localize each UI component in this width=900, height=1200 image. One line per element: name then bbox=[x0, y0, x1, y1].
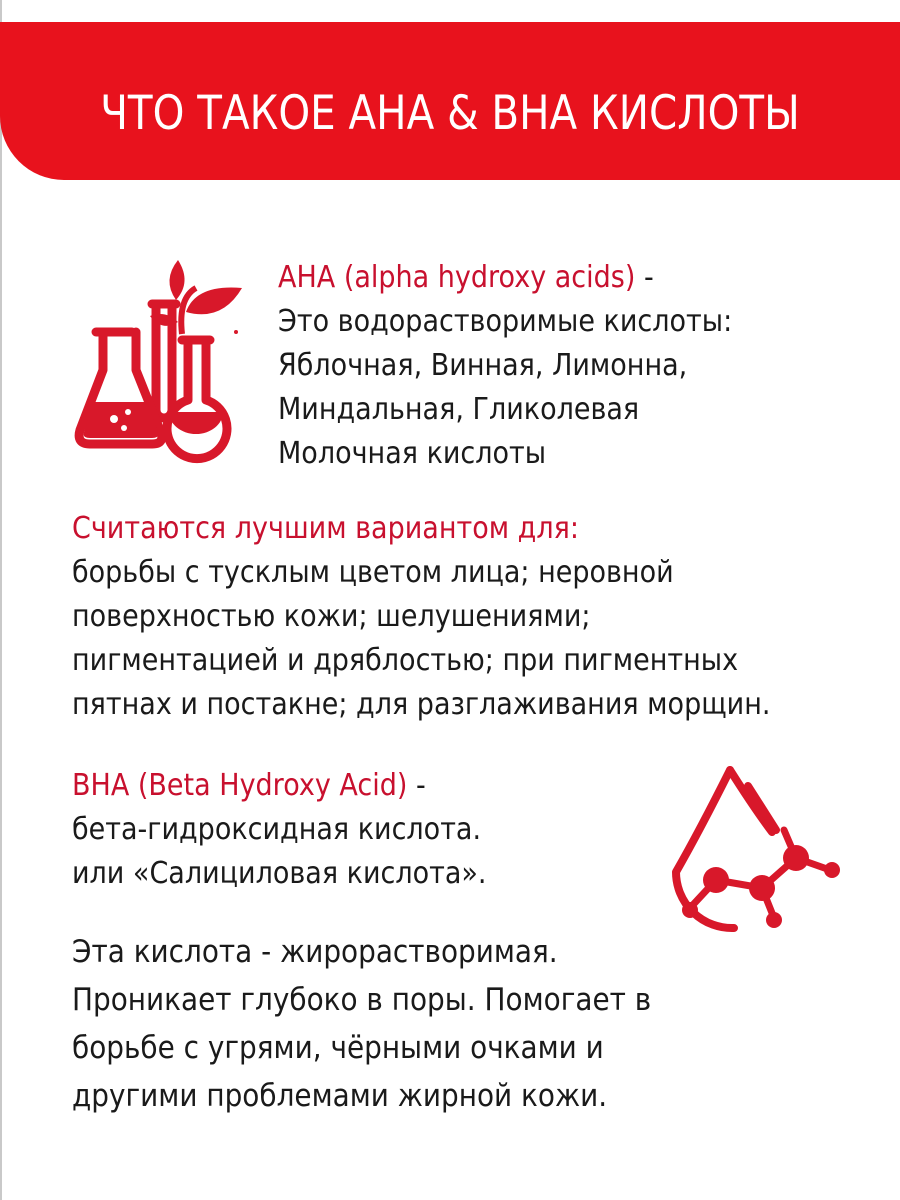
aha-line: Яблочная, Винная, Лимонна, bbox=[278, 348, 688, 383]
description-line: борьбе с угрями, чёрными очками и bbox=[72, 1030, 604, 1066]
description-line: Проникает глубоко в поры. Помогает в bbox=[72, 982, 652, 1018]
drop-molecule-icon bbox=[650, 760, 850, 940]
bha-line: бета-гидроксидная кислота. bbox=[72, 812, 482, 847]
bha-description bbox=[72, 928, 716, 1120]
best-for-line: пигментацией и дряблостью; при пигментных bbox=[72, 643, 739, 678]
bha-heading-dash: - bbox=[407, 768, 426, 803]
description-line: Эта кислота - жирорастворимая. bbox=[72, 934, 558, 970]
best-for-line: поверхностью кожи; шелушениями; bbox=[72, 599, 591, 634]
bha-section bbox=[72, 764, 533, 896]
aha-line: Это водорастворимые кислоты: bbox=[278, 304, 733, 339]
description-line: другими проблемами жирной кожи. bbox=[72, 1078, 608, 1114]
aha-line: Миндальная, Гликолевая bbox=[278, 392, 640, 427]
bha-heading-title: BHA (Beta Hydroxy Acid) bbox=[72, 768, 408, 803]
page-title: ЧТО ТАКОЕ АНА & ВНА КИСЛОТЫ bbox=[100, 86, 800, 141]
bha-line: или «Салициловая кислота». bbox=[72, 856, 487, 891]
aha-line: Молочная кислоты bbox=[278, 436, 547, 471]
best-for-heading: Считаются лучшим вариантом для: bbox=[72, 511, 579, 546]
aha-heading-title: АНА (alpha hydroxy acids) bbox=[278, 260, 636, 295]
best-for-line: борьбы с тусклым цветом лица; неровной bbox=[72, 555, 674, 590]
aha-heading-dash: - bbox=[635, 260, 654, 295]
bha-heading bbox=[72, 764, 486, 808]
aha-section bbox=[278, 256, 783, 476]
lab-flasks-plant-icon bbox=[70, 252, 250, 467]
frame-border bbox=[0, 0, 2, 1200]
best-for-line: пятнах и постакне; для разглаживания морщин. bbox=[72, 687, 771, 722]
best-for-section bbox=[72, 507, 848, 727]
aha-heading bbox=[278, 256, 732, 300]
